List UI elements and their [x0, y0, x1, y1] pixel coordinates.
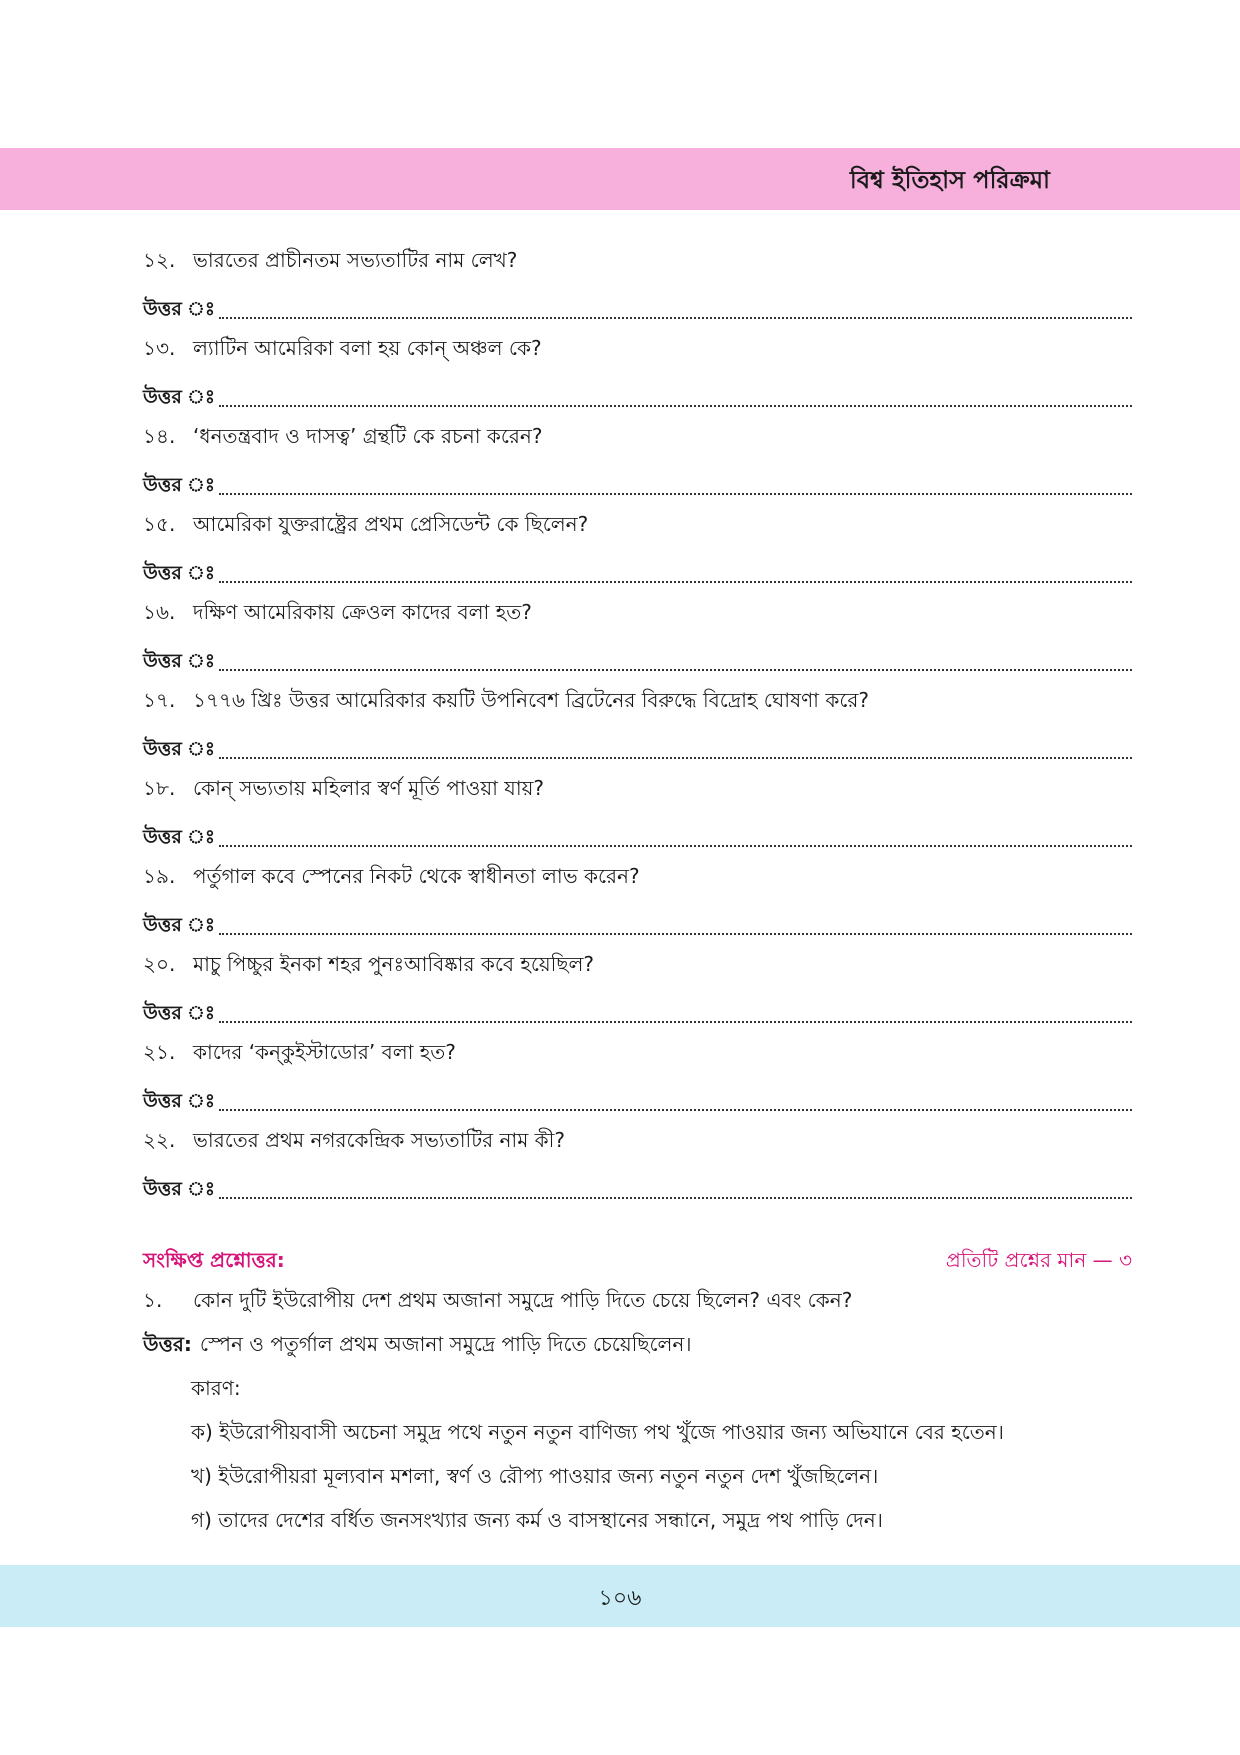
answer-dotted-line	[219, 581, 1132, 583]
question-22	[143, 1120, 1132, 1164]
answer-label: উত্তর ঃ	[143, 826, 216, 848]
reason-item: গ) তাদের দেশের বর্ধিত জনসংখ্যার জন্য কর্ম ও বাসস্থানের সন্ধানে, সমুদ্র পথ পাড়ি দেন।	[191, 1507, 883, 1532]
answer-line	[143, 900, 1132, 944]
answer-label: উত্তর ঃ	[143, 298, 216, 320]
answer-dotted-line	[219, 317, 1132, 319]
page-number: ১০৬	[598, 1586, 642, 1611]
short-answer-section	[143, 1244, 1132, 1544]
answer-line	[143, 724, 1132, 768]
answer-label: উত্তর ঃ	[143, 738, 216, 760]
answer-line	[143, 988, 1132, 1032]
answer-line	[143, 1164, 1132, 1208]
question-number: ১৩.	[143, 335, 176, 360]
question-number: ১৬.	[143, 599, 176, 624]
question-number: ২২.	[143, 1127, 176, 1152]
answer-text: স্পেন ও পতুর্গাল প্রথম অজানা সমুদ্রে পাড়ি দিতে চেয়েছিলেন।	[199, 1331, 692, 1356]
reason-label: কারণ:	[191, 1375, 241, 1400]
question-18	[143, 768, 1132, 812]
answer-dotted-line	[219, 1109, 1132, 1111]
question-17	[143, 680, 1132, 724]
answer-label: উত্তর ঃ	[143, 1002, 216, 1024]
answer-dotted-line	[219, 933, 1132, 935]
question-number: ১৮.	[143, 775, 176, 800]
question-text: মাচু পিচ্চুর ইনকা শহর পুনঃআবিষ্কার কবে হয়েছিল?	[193, 951, 595, 976]
question-text: আমেরিকা যুক্তরাষ্ট্রের প্রথম প্রেসিডেন্ট কে ছিলেন?	[193, 511, 589, 536]
answer-line	[143, 636, 1132, 680]
book-title: বিশ্ব ইতিহাস পরিক্রমা	[849, 166, 1050, 194]
question-text: পর্তুগাল কবে স্পেনের নিকট থেকে স্বাধীনতা লাভ করেন?	[193, 863, 640, 888]
question-19	[143, 856, 1132, 900]
answer-dotted-line	[219, 1021, 1132, 1023]
question-list	[143, 240, 1132, 1208]
question-text: কাদের ‘কন্‌কুইস্টাডোর’ বলা হত?	[193, 1039, 456, 1064]
question-16	[143, 592, 1132, 636]
question-number: ১৯.	[143, 863, 176, 888]
question-number: ১৭.	[143, 687, 176, 712]
question-number: ১২.	[143, 247, 176, 272]
question-21	[143, 1032, 1132, 1076]
question-number: ১.	[143, 1287, 163, 1312]
question-number: ১৪.	[143, 423, 176, 448]
section-heading	[143, 1244, 1132, 1280]
answer-line	[143, 284, 1132, 328]
answer-label: উত্তর ঃ	[143, 474, 216, 496]
question-text: কোন দুটি ইউরোপীয় দেশ প্রথম অজানা সমুদ্রে পাড়ি দিতে চেয়ে ছিলেন? এবং কেন?	[193, 1287, 853, 1312]
short-answer	[143, 1324, 1132, 1368]
answer-line	[143, 372, 1132, 416]
section-title: সংক্ষিপ্ত প্রশ্নোত্তর:	[143, 1247, 285, 1272]
answer-line	[143, 548, 1132, 592]
answer-line	[143, 812, 1132, 856]
reason-item: খ) ইউরোপীয়রা মূল্যবান মশলা, স্বর্ণ ও রৌপ্য পাওয়ার জন্য নতুন নতুন দেশ খুঁজছিলেন।	[191, 1463, 879, 1488]
short-question	[143, 1280, 1132, 1324]
answer-dotted-line	[219, 405, 1132, 407]
question-text: ‘ধনতন্ত্রবাদ ও দাসত্ব’ গ্রন্থটি কে রচনা করেন?	[193, 423, 543, 448]
footer-band	[0, 1565, 1240, 1627]
question-13	[143, 328, 1132, 372]
header-band	[0, 148, 1240, 210]
answer-label: উত্তর ঃ	[143, 386, 216, 408]
answer-dotted-line	[219, 757, 1132, 759]
question-12	[143, 240, 1132, 284]
question-14	[143, 416, 1132, 460]
question-text: ভারতের প্রাচীনতম সভ্যতাটির নাম লেখ?	[193, 247, 518, 272]
question-number: ২০.	[143, 951, 176, 976]
reason-item: ক) ইউরোপীয়বাসী অচেনা সমুদ্র পথে নতুন নতুন বাণিজ্য পথ খুঁজে পাওয়ার জন্য অভিযানে বের হতেন।	[191, 1419, 1004, 1444]
question-text: দক্ষিণ আমেরিকায় ক্রেওল কাদের বলা হত?	[193, 599, 532, 624]
question-text: ১৭৭৬ খ্রিঃ উত্তর আমেরিকার কয়টি উপনিবেশ ব্রিটেনের বিরুদ্ধে বিদ্রোহ ঘোষণা করে?	[193, 687, 869, 712]
question-number: ২১.	[143, 1039, 176, 1064]
answer-label: উত্তর ঃ	[143, 650, 216, 672]
answer-dotted-line	[219, 669, 1132, 671]
question-text: কোন্ সভ্যতায় মহিলার স্বর্ণ মূর্তি পাওয়া যায়?	[193, 775, 545, 800]
question-20	[143, 944, 1132, 988]
answer-label: উত্তর:	[143, 1331, 192, 1356]
answer-label: উত্তর ঃ	[143, 562, 216, 584]
marks-note: প্রতিটি প্রশ্নের মান — ৩	[945, 1247, 1132, 1272]
answer-label: উত্তর ঃ	[143, 1090, 216, 1112]
question-15	[143, 504, 1132, 548]
question-number: ১৫.	[143, 511, 176, 536]
answer-dotted-line	[219, 1197, 1132, 1199]
answer-line	[143, 460, 1132, 504]
answer-label: উত্তর ঃ	[143, 914, 216, 936]
answer-dotted-line	[219, 493, 1132, 495]
answer-dotted-line	[219, 845, 1132, 847]
question-text: ল্যাটিন আমেরিকা বলা হয় কোন্ অঞ্চল কে?	[193, 335, 542, 360]
answer-label: উত্তর ঃ	[143, 1178, 216, 1200]
answer-line	[143, 1076, 1132, 1120]
question-text: ভারতের প্রথম নগরকেন্দ্রিক সভ্যতাটির নাম কী?	[193, 1127, 566, 1152]
